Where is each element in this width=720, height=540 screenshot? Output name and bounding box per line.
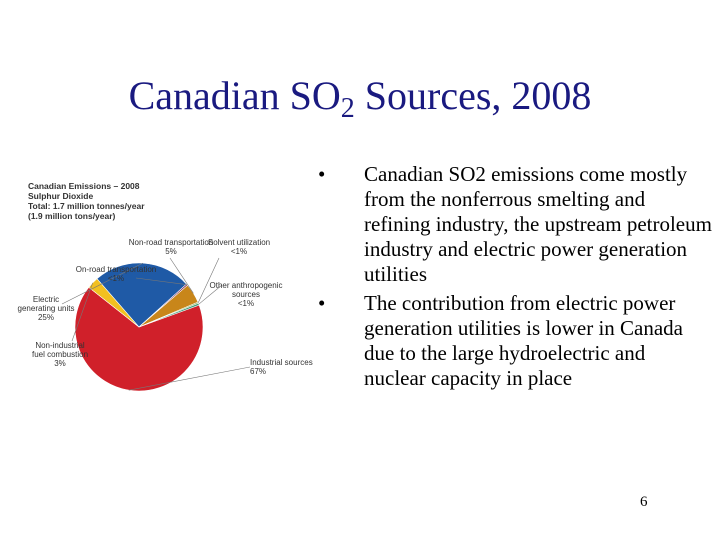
bullet-symbol: • [318,291,326,315]
slice-label [250,358,313,376]
slice-label [208,238,270,256]
bullet-text: The contribution from electric power generation utilities is lower in Canada due to the large hydroelectric and nuclear capacity in place [364,291,683,390]
slice-label [32,341,88,368]
page-number: 6 [640,494,648,510]
slice-label-line: Electric [32,295,60,304]
slice-label-line: 5% [165,247,177,256]
slice-label-line: generating units [17,304,75,313]
slice-label-line: 3% [54,359,66,368]
bullet-text: Canadian SO2 emissions come mostly from the nonferrous smelting and refining industry, the upstream petroleum industry and electric power generation utilities [364,162,712,286]
bullet-symbol: • [318,162,326,186]
slice-label-line: Other anthropogenic [209,281,283,290]
slice-label-line: Industrial sources [250,358,313,367]
slice-label-line: fuel combustion [31,350,89,359]
slice-label [18,295,75,322]
chart-header-line: Sulphur Dioxide [28,191,94,201]
title-subscript: 2 [340,93,355,124]
slice-label-line: <1% [230,247,248,256]
bullet-item [312,291,712,391]
chart-header-line: Total: 1.7 million tonnes/year [28,201,145,211]
slide-title [0,70,720,135]
so2-pie-chart [17,172,313,392]
title-text-end: Sources, 2008 [354,73,592,118]
slice-label [129,238,214,256]
slice-label-line: Non-road transportation [128,238,214,247]
chart-header [28,181,145,221]
slice-label-line: On-road transportation [75,265,157,274]
slice-label-line: 25% [37,313,55,322]
bullet-item [312,162,712,287]
title-text-start: Canadian SO [128,73,341,118]
slice-label-line: sources [231,290,261,299]
bullet-list [312,162,712,395]
slice-label-line: <1% [107,274,125,283]
pie-chart-svg [17,172,313,392]
slice-label-line: 67% [250,367,267,376]
chart-header-line: Canadian Emissions – 2008 [28,181,140,191]
slice-label-line: Non-industrial [35,341,85,350]
slice-label-line: <1% [237,299,255,308]
chart-header-line: (1.9 million tons/year) [28,211,116,221]
slice-label [210,281,283,308]
slice-label-line: Solvent utilization [207,238,271,247]
